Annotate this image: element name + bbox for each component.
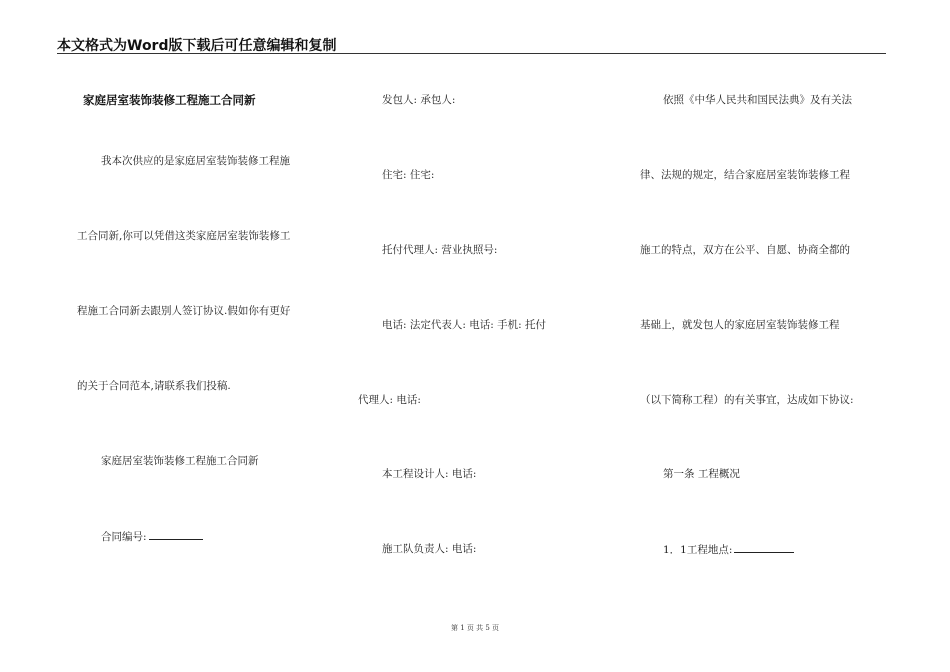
middle-line-agent-phone: 代理人: 电话: [358,394,421,406]
middle-line-address: 住宅: 住宅: [382,169,435,181]
left-subtitle: 家庭居室装饰装修工程施工合同新 [101,455,259,467]
left-column-title: 家庭居室装饰装修工程施工合同新 [83,93,256,107]
right-line-5: （以下简称工程）的有关事宜，达成如下协议: [640,394,854,406]
right-line-1: 依照《中华人民共和国民法典》及有关法 [663,94,852,106]
middle-line-phone-representative: 电话: 法定代表人: 电话: 手机: 托付 [382,319,547,331]
middle-line-designer: 本工程设计人: 电话: [382,468,477,480]
header-divider [57,53,886,54]
right-line-4: 基础上，就发包人的家庭居室装饰装修工程 [640,319,840,331]
left-paragraph-line-3: 程施工合同新去跟别人签订协议.假如你有更好 [77,305,291,317]
right-line-2: 律、法规的规定，结合家庭居室装饰装修工程 [640,169,850,181]
project-location-blank [734,542,794,553]
document-header-title: 本文格式为Word版下载后可任意编辑和复制 [57,38,337,54]
left-paragraph-line-2: 工合同新,你可以凭借这类家庭居室装饰装修工 [77,230,291,242]
right-line-3: 施工的特点，双方在公平、自愿、协商全都的 [640,244,850,256]
left-paragraph-line-4: 的关于合同范本,请联系我们投稿. [77,380,231,392]
contract-number-line [101,529,203,544]
left-paragraph-line-1: 我本次供应的是家庭居室装饰装修工程施 [101,155,290,167]
contract-number-label: 合同编号: [101,531,147,543]
middle-line-team-leader: 施工队负责人: 电话: [382,543,477,555]
contract-number-blank [149,529,203,540]
page-number: 第 1 页 共 5 页 [450,624,500,632]
section-heading-project-overview: 第一条 工程概况 [663,468,740,480]
project-location-line [663,542,794,557]
middle-line-agent-license: 托付代理人: 营业执照号: [382,244,498,256]
middle-line-parties: 发包人: 承包人: [382,94,456,106]
project-location-label: 1．1工程地点: [663,544,733,556]
